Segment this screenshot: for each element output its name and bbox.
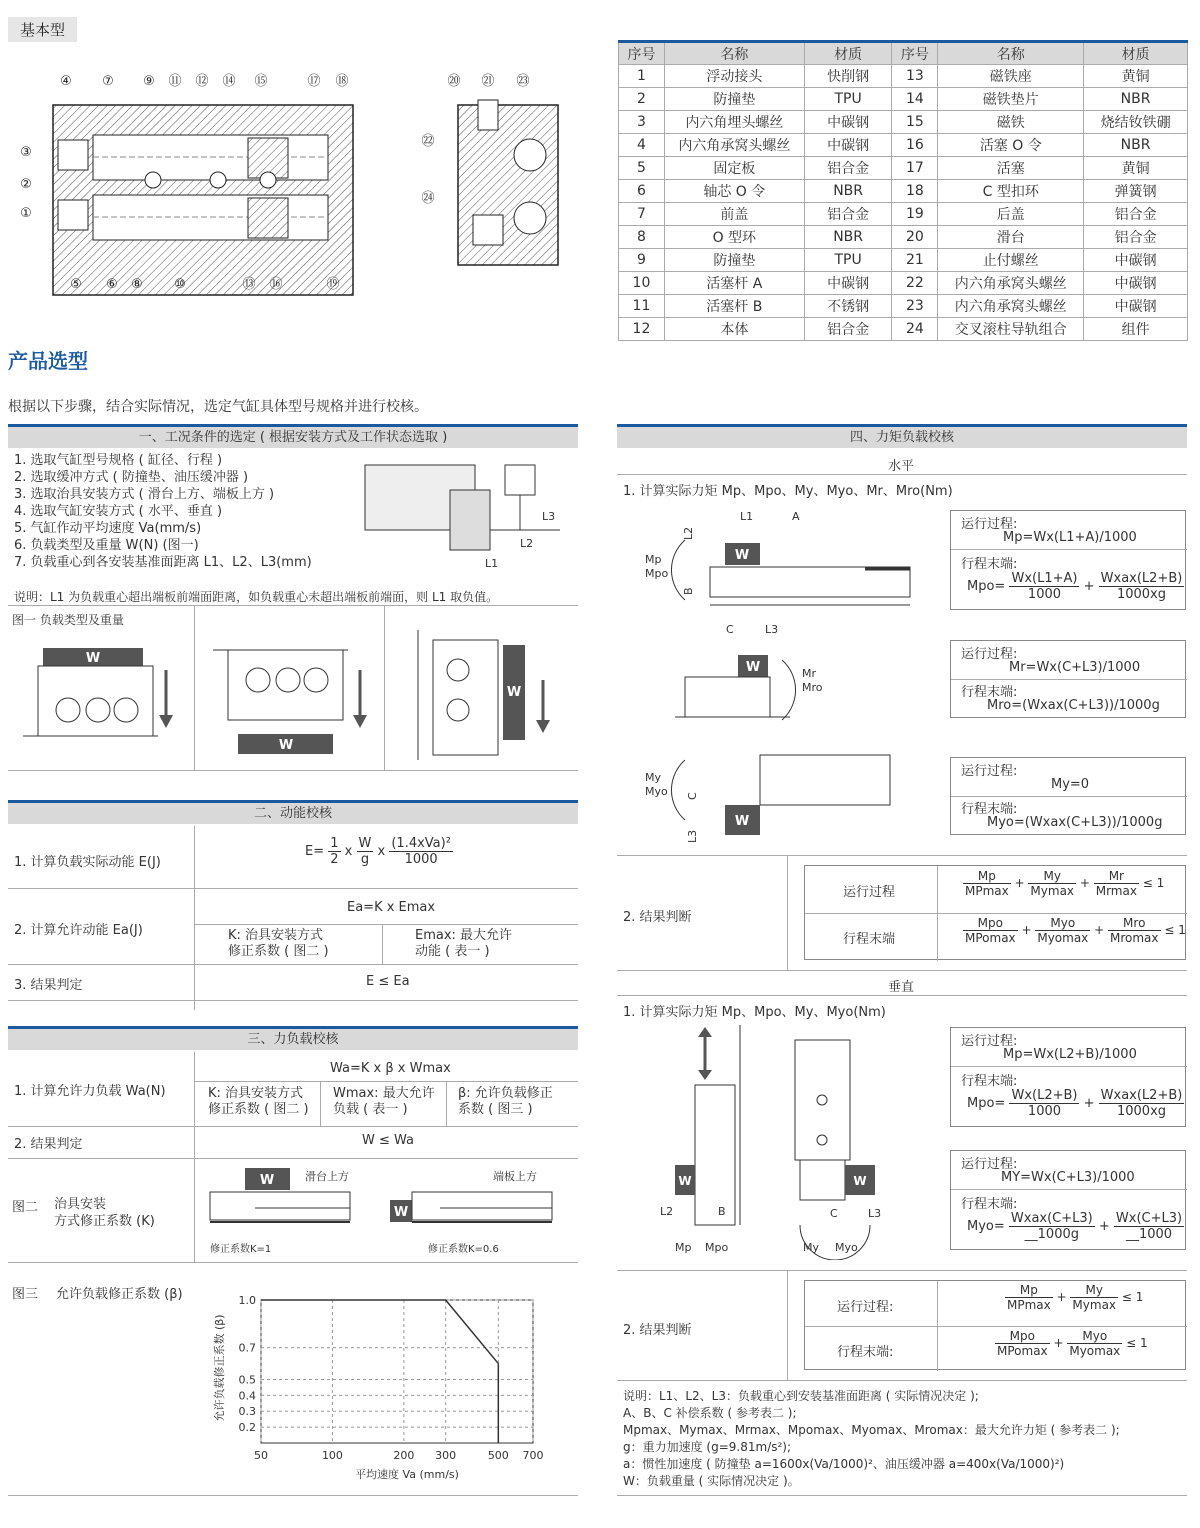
chart-y-tick: 1.0 xyxy=(238,1294,256,1307)
sec2-row3-value: E ≤ Ea xyxy=(366,974,410,989)
svg-text:W: W xyxy=(734,548,750,563)
parts-table-cell: 21 xyxy=(892,249,938,272)
svg-text:⑰: ⑰ xyxy=(307,74,321,89)
svg-text:㉒: ㉒ xyxy=(421,134,435,149)
parts-table-cell: 22 xyxy=(892,272,938,295)
chart-x-tick: 700 xyxy=(522,1449,544,1462)
parts-table-cell: 铝合金 xyxy=(1084,203,1188,226)
svg-text:㉔: ㉔ xyxy=(421,191,435,206)
svg-text:W: W xyxy=(745,660,761,675)
parts-table-cell: NBR xyxy=(804,226,892,249)
parts-table-cell: 18 xyxy=(892,180,938,203)
load-position-diagram xyxy=(360,455,570,580)
sec3-row2-label: 2. 结果判定 xyxy=(14,1137,83,1152)
parts-table-cell: C 型扣环 xyxy=(938,180,1084,203)
sec4-header: 四、力矩负载校核 xyxy=(617,424,1187,448)
parts-table-row xyxy=(619,249,1188,272)
parts-table-row xyxy=(619,111,1188,134)
parts-table-cell: 1 xyxy=(619,65,665,88)
svg-text:Mro: Mro xyxy=(802,681,823,694)
svg-text:Mp: Mp xyxy=(675,1241,692,1254)
svg-text:L3: L3 xyxy=(868,1207,882,1220)
svg-text:⑳: ⑳ xyxy=(447,74,461,89)
v-box2: 运行过程: MY=Wx(C+L3)/1000 行程末端: Myo= $\frac{\text{Wxax(C+L3)}}{\_\_1000g}$ + $\frac{Wx(C+L3)}{\_\_1000}$ xyxy=(950,1150,1186,1250)
svg-text:修正系数K=1: 修正系数K=1 xyxy=(210,1244,272,1255)
sec3-row1-label: 1. 计算允许力负载 Wa(N) xyxy=(14,1084,166,1099)
parts-table-row xyxy=(619,157,1188,180)
sec4-notes: 说明：L1、L2、L3：负载重心到安装基准面距离 ( 实际情况决定 ); A、B、C 补偿系数 ( 参考表二 ); Mpmax、Mymax、Mrmax、Mpomax、Myomax、Mromax：最大允许力矩 ( 参考表二 ); g：重力加速度 (g=9.81m/s²); a：惯性加速度 ( 防撞垫 a=1600x(Va/1000)²、油压缓冲器 a=400x(Va/1000)²) W：负载重量 ( 实际情况决定 )。 xyxy=(623,1389,1120,1488)
sec2-row2-formula: Ea=K x Emax xyxy=(347,900,436,915)
parts-table-cell: 8 xyxy=(619,226,665,249)
parts-table-cell: 固定板 xyxy=(664,157,804,180)
parts-table-cell: 快削钢 xyxy=(804,65,892,88)
v-result-label: 2. 结果判断 xyxy=(623,1323,692,1338)
fig1-label: 图一 负载类型及重量 xyxy=(12,613,124,627)
parts-table-row xyxy=(619,226,1188,249)
parts-table-cell: NBR xyxy=(1084,134,1188,157)
svg-text:W: W xyxy=(278,738,294,753)
svg-text:L1: L1 xyxy=(740,510,754,523)
parts-table-row xyxy=(619,65,1188,88)
parts-table-row xyxy=(619,203,1188,226)
sec2-header: 二、动能校核 xyxy=(8,800,578,824)
parts-table-cell: 11 xyxy=(619,295,665,318)
chart-x-tick: 100 xyxy=(321,1449,343,1462)
chart-y-tick: 0.4 xyxy=(238,1389,256,1403)
svg-text:⑭: ⑭ xyxy=(222,74,236,89)
svg-text:③: ③ xyxy=(20,145,32,160)
svg-text:L2: L2 xyxy=(520,537,534,550)
svg-text:⑯: ⑯ xyxy=(269,277,283,292)
chart-x-tick: 500 xyxy=(487,1449,509,1462)
parts-table-cell: 烧结钕铁硼 xyxy=(1084,111,1188,134)
parts-table-cell: 活塞 xyxy=(938,157,1084,180)
parts-table-cell: 中碳钢 xyxy=(1084,295,1188,318)
parts-table xyxy=(618,40,1188,341)
svg-text:滑台上方: 滑台上方 xyxy=(305,1170,349,1183)
svg-text:W: W xyxy=(259,1173,275,1188)
sec2-row3-label: 3. 结果判定 xyxy=(14,978,83,993)
chart-y-tick: 0.2 xyxy=(238,1421,256,1435)
parts-table-row xyxy=(619,318,1188,341)
intro-text: 根据以下步骤，结合实际情况，选定气缸具体型号规格并进行校核。 xyxy=(8,399,428,415)
parts-table-cell: 止付螺丝 xyxy=(938,249,1084,272)
mounting-method-figures xyxy=(200,1160,575,1260)
sec3-row2-value: W ≤ Wa xyxy=(362,1133,414,1148)
parts-table-cell: 中碳钢 xyxy=(804,134,892,157)
chart-y-tick: 0.7 xyxy=(238,1341,256,1355)
cylinder-cross-section-diagram xyxy=(8,60,568,300)
svg-text:⑥: ⑥ xyxy=(106,277,118,292)
v-box1: 运行过程: Mp=Wx(L2+B)/1000 行程末端: Mpo= $\frac{Wx(L2+B)}{1000}$ + $\frac{\text{Wxax(L2+B)}}{1000xg}$ xyxy=(950,1027,1186,1127)
svg-text:Mpo: Mpo xyxy=(645,567,669,580)
svg-text:L3: L3 xyxy=(686,829,699,843)
parts-table-cell: 16 xyxy=(892,134,938,157)
chart-y-tick: 0.5 xyxy=(238,1373,256,1387)
parts-table-cell: 磁铁垫片 xyxy=(938,88,1084,111)
parts-table-cell: 防撞垫 xyxy=(664,88,804,111)
fig2-desc: 治具安装 方式修正系数 (K) xyxy=(54,1197,155,1229)
chart-frame xyxy=(261,1300,533,1443)
parts-table-header: 序号 名称 材质 序号 名称 材质 xyxy=(619,42,1188,65)
parts-table-cell: 17 xyxy=(892,157,938,180)
svg-text:④: ④ xyxy=(60,74,72,89)
parts-table-cell: 活塞杆 A xyxy=(664,272,804,295)
sec2-row2-label: 2. 计算允许动能 Ea(J) xyxy=(14,923,143,938)
svg-text:⑮: ⑮ xyxy=(254,74,268,89)
chart-y-axis-label: 允许负载修正系数 (β) xyxy=(213,1314,226,1422)
section-tag: 基本型 xyxy=(8,17,77,42)
svg-text:Myo: Myo xyxy=(835,1241,858,1254)
parts-table-cell: 12 xyxy=(619,318,665,341)
horizontal-moment-figures xyxy=(620,505,940,850)
parts-table-cell: 滑台 xyxy=(938,226,1084,249)
h-box1: 运行过程: Mp=Wx(L1+A)/1000 行程末端: Mpo= $\frac{Wx(L1+A)}{1000}$ + $\frac{\text{Wxax(L2+B)}}{1000xg}$ xyxy=(950,510,1186,610)
parts-table-cell: 23 xyxy=(892,295,938,318)
parts-table-cell: 10 xyxy=(619,272,665,295)
parts-table-cell: 20 xyxy=(892,226,938,249)
svg-text:端板上方: 端板上方 xyxy=(493,1170,537,1183)
parts-table-cell: 轴芯 O 令 xyxy=(664,180,804,203)
chart-y-tick: 0.3 xyxy=(238,1405,256,1419)
h-step1: 1. 计算实际力矩 Mp、Mpo、My、Myo、Mr、Mro(Nm) xyxy=(623,484,953,499)
load-type-figures xyxy=(8,630,578,770)
svg-text:⑬: ⑬ xyxy=(242,277,256,292)
section-title: 产品选型 xyxy=(8,349,88,373)
parts-table-cell: 后盖 xyxy=(938,203,1084,226)
svg-text:C: C xyxy=(726,623,734,636)
svg-text:⑨: ⑨ xyxy=(143,74,155,89)
parts-table-cell: 7 xyxy=(619,203,665,226)
sec2-k-desc: K: 治具安装方式 修正系数 ( 图二 ) xyxy=(228,928,329,959)
fig3-label: 图三 xyxy=(12,1287,39,1302)
svg-text:W: W xyxy=(506,685,522,700)
parts-table-row xyxy=(619,180,1188,203)
parts-table-cell: 13 xyxy=(892,65,938,88)
sec2-row1-label: 1. 计算负载实际动能 E(J) xyxy=(14,855,161,870)
vertical-label: 垂直 xyxy=(888,980,915,995)
parts-table-cell: 前盖 xyxy=(664,203,804,226)
parts-table-cell: 15 xyxy=(892,111,938,134)
svg-text:⑪: ⑪ xyxy=(168,74,182,89)
svg-text:修正系数K=0.6: 修正系数K=0.6 xyxy=(428,1244,499,1255)
svg-text:L3: L3 xyxy=(542,510,556,523)
parts-table-cell: 6 xyxy=(619,180,665,203)
parts-table-cell: 9 xyxy=(619,249,665,272)
h-box2: 运行过程: Mr=Wx(C+L3)/1000 行程末端: Mro=(Wxax(C+L3))/1000g xyxy=(950,640,1186,718)
svg-text:Mpo: Mpo xyxy=(705,1241,729,1254)
parts-table-cell: 浮动接头 xyxy=(664,65,804,88)
svg-text:W: W xyxy=(393,1205,409,1220)
label-top-row xyxy=(60,74,348,89)
chart-x-tick: 300 xyxy=(435,1449,457,1462)
v-result-box: 运行过程: 行程末端: $\frac{Mp}{MPmax}$ + $\frac{My}{Mymax}$ ≤ 1 $\frac{\text{Mpo}}{\text{MPomax}}$ + $\frac{\text{Myo}}{\text{Myomax}}$ ≤ 1 xyxy=(804,1280,1186,1370)
svg-text:⑦: ⑦ xyxy=(102,74,114,89)
parts-table-cell: 14 xyxy=(892,88,938,111)
parts-table-cell: 内六角承窝头螺丝 xyxy=(938,295,1084,318)
svg-text:W: W xyxy=(85,651,101,666)
svg-text:B: B xyxy=(682,587,695,595)
parts-table-cell: 中碳钢 xyxy=(804,111,892,134)
parts-table-cell: NBR xyxy=(804,180,892,203)
horizontal-label: 水平 xyxy=(888,459,915,474)
svg-text:My: My xyxy=(803,1241,820,1254)
h-result-label: 2. 结果判断 xyxy=(623,910,692,925)
parts-table-cell: 磁铁 xyxy=(938,111,1084,134)
parts-table-row xyxy=(619,134,1188,157)
parts-table-cell: 3 xyxy=(619,111,665,134)
sec1-note: 说明：L1 为负载重心超出端板前端面距离，如负载重心未超出端板前端面，则 L1 取负值。 xyxy=(14,590,499,604)
parts-table-cell: NBR xyxy=(1084,88,1188,111)
parts-table-cell: TPU xyxy=(804,249,892,272)
svg-text:Mp: Mp xyxy=(645,553,662,566)
parts-table-cell: 不锈钢 xyxy=(804,295,892,318)
v-step1: 1. 计算实际力矩 Mp、Mpo、My、Myo(Nm) xyxy=(623,1005,886,1020)
parts-table-cell: 弹簧钢 xyxy=(1084,180,1188,203)
svg-text:㉓: ㉓ xyxy=(516,74,530,89)
chart-x-tick: 50 xyxy=(254,1449,268,1462)
sec3-beta-desc: β: 允许负载修正 系数 ( 图三 ) xyxy=(458,1086,553,1117)
parts-table-row xyxy=(619,88,1188,111)
svg-text:⑫: ⑫ xyxy=(195,74,209,89)
svg-text:W: W xyxy=(678,1174,692,1188)
svg-text:My: My xyxy=(645,771,662,784)
parts-table-cell: 磁铁座 xyxy=(938,65,1084,88)
parts-table-cell: TPU xyxy=(804,88,892,111)
svg-text:⑤: ⑤ xyxy=(70,277,82,292)
svg-text:㉑: ㉑ xyxy=(481,74,495,89)
parts-table-cell: 防撞垫 xyxy=(664,249,804,272)
sec3-wmax-desc: Wmax: 最大允许 负载 ( 表一 ) xyxy=(333,1086,435,1117)
sec2-emax-desc: Emax: 最大允许 动能 ( 表一 ) xyxy=(415,928,513,959)
parts-table-cell: 黄铜 xyxy=(1084,65,1188,88)
parts-table-cell: 活塞 O 令 xyxy=(938,134,1084,157)
parts-table-cell: 活塞杆 B xyxy=(664,295,804,318)
parts-table-cell: 中碳钢 xyxy=(804,272,892,295)
parts-table-cell: 铝合金 xyxy=(804,318,892,341)
svg-text:Mr: Mr xyxy=(802,667,817,680)
parts-table-cell: 铝合金 xyxy=(1084,226,1188,249)
beta-correction-chart xyxy=(205,1288,545,1488)
h-result-box: 运行过程 行程末端 $\frac{Mp}{MPmax}$ + $\frac{My}{Mymax}$ + $\frac{Mr}{Mrmax}$ ≤ 1 $\frac{\text{Mpo}}{\text{MPomax}}$ + $\frac{\text{Myo}}{\text{Myomax}}$ + $\frac{\text{Mro}}{\text{Mromax}}$ ≤ 1 xyxy=(804,865,1186,960)
sec1-steps: 1. 选取气缸型号规格 ( 缸径、行程 ) 2. 选取缓冲方式 ( 防撞垫、油压缓冲器 ) 3. 选取治具安装方式 ( 滑台上方、端板上方 ) 4. 选取气缸安装方式 ( 水平、垂直 ) 5. 气缸作动平均速度 Va(mm/s) 6. 负载类型及重量 W(N) (图一) 7. 负载重心到各安装基准面距离 L1、L2、L3(mm) xyxy=(14,453,312,570)
sec2-row1-formula: E= $\frac{1}{2}$ x $\frac{W}{g}$ x $\frac{\text{(1.4xVa)²}}{1000}$ xyxy=(305,836,451,867)
svg-text:⑩: ⑩ xyxy=(174,277,186,292)
svg-text:⑱: ⑱ xyxy=(335,74,349,89)
parts-table-cell: 黄铜 xyxy=(1084,157,1188,180)
svg-text:L2: L2 xyxy=(682,526,695,540)
sec3-header: 三、力负载校核 xyxy=(8,1026,578,1050)
svg-text:②: ② xyxy=(20,177,32,192)
parts-table-cell: 19 xyxy=(892,203,938,226)
parts-table-cell: 中碳钢 xyxy=(1084,249,1188,272)
svg-text:L1: L1 xyxy=(485,557,499,570)
parts-table-row xyxy=(619,272,1188,295)
chart-x-axis-label: 平均速度 Va (mm/s) xyxy=(355,1468,459,1481)
parts-table-cell: 中碳钢 xyxy=(1084,272,1188,295)
svg-text:B: B xyxy=(718,1205,726,1218)
parts-table-cell: 4 xyxy=(619,134,665,157)
vertical-moment-figures xyxy=(640,1025,920,1260)
parts-table-cell: 本体 xyxy=(664,318,804,341)
parts-table-cell: 组件 xyxy=(1084,318,1188,341)
svg-text:①: ① xyxy=(20,206,32,221)
svg-text:Myo: Myo xyxy=(645,785,668,798)
svg-text:W: W xyxy=(734,814,750,829)
parts-table-cell: 铝合金 xyxy=(804,157,892,180)
parts-table-cell: 5 xyxy=(619,157,665,180)
sec3-k-desc: K: 治具安装方式 修正系数 ( 图二 ) xyxy=(208,1086,309,1117)
sec3-row1-formula: Wa=K x β x Wmax xyxy=(330,1061,451,1076)
svg-text:⑲: ⑲ xyxy=(326,277,340,292)
chart-series-line xyxy=(261,1300,498,1364)
fig2-label: 图二 xyxy=(12,1200,39,1215)
parts-table-cell: 2 xyxy=(619,88,665,111)
svg-text:⑧: ⑧ xyxy=(131,277,143,292)
parts-table-row xyxy=(619,295,1188,318)
svg-text:C: C xyxy=(830,1207,838,1220)
parts-table-cell: 内六角承窝头螺丝 xyxy=(938,272,1084,295)
svg-text:C: C xyxy=(686,792,699,800)
parts-table-cell: 24 xyxy=(892,318,938,341)
parts-table-cell: 内六角承窝头螺丝 xyxy=(664,134,804,157)
parts-table-cell: 交叉滚柱导轨组合 xyxy=(938,318,1084,341)
sec1-header: 一、工况条件的选定 ( 根据安装方式及工作状态选取 ) xyxy=(8,424,578,448)
svg-text:W: W xyxy=(853,1174,867,1188)
parts-table-cell: O 型环 xyxy=(664,226,804,249)
chart-x-tick: 200 xyxy=(393,1449,415,1462)
svg-text:A: A xyxy=(792,510,800,523)
parts-table-cell: 铝合金 xyxy=(804,203,892,226)
parts-table-cell: 内六角埋头螺丝 xyxy=(664,111,804,134)
fig3-desc: 允许负载修正系数 (β) xyxy=(56,1287,183,1302)
svg-text:L2: L2 xyxy=(660,1205,674,1218)
h-box3: 运行过程: My=0 行程末端: Myo=(Wxax(C+L3))/1000g xyxy=(950,757,1186,835)
svg-text:L3: L3 xyxy=(765,623,779,636)
